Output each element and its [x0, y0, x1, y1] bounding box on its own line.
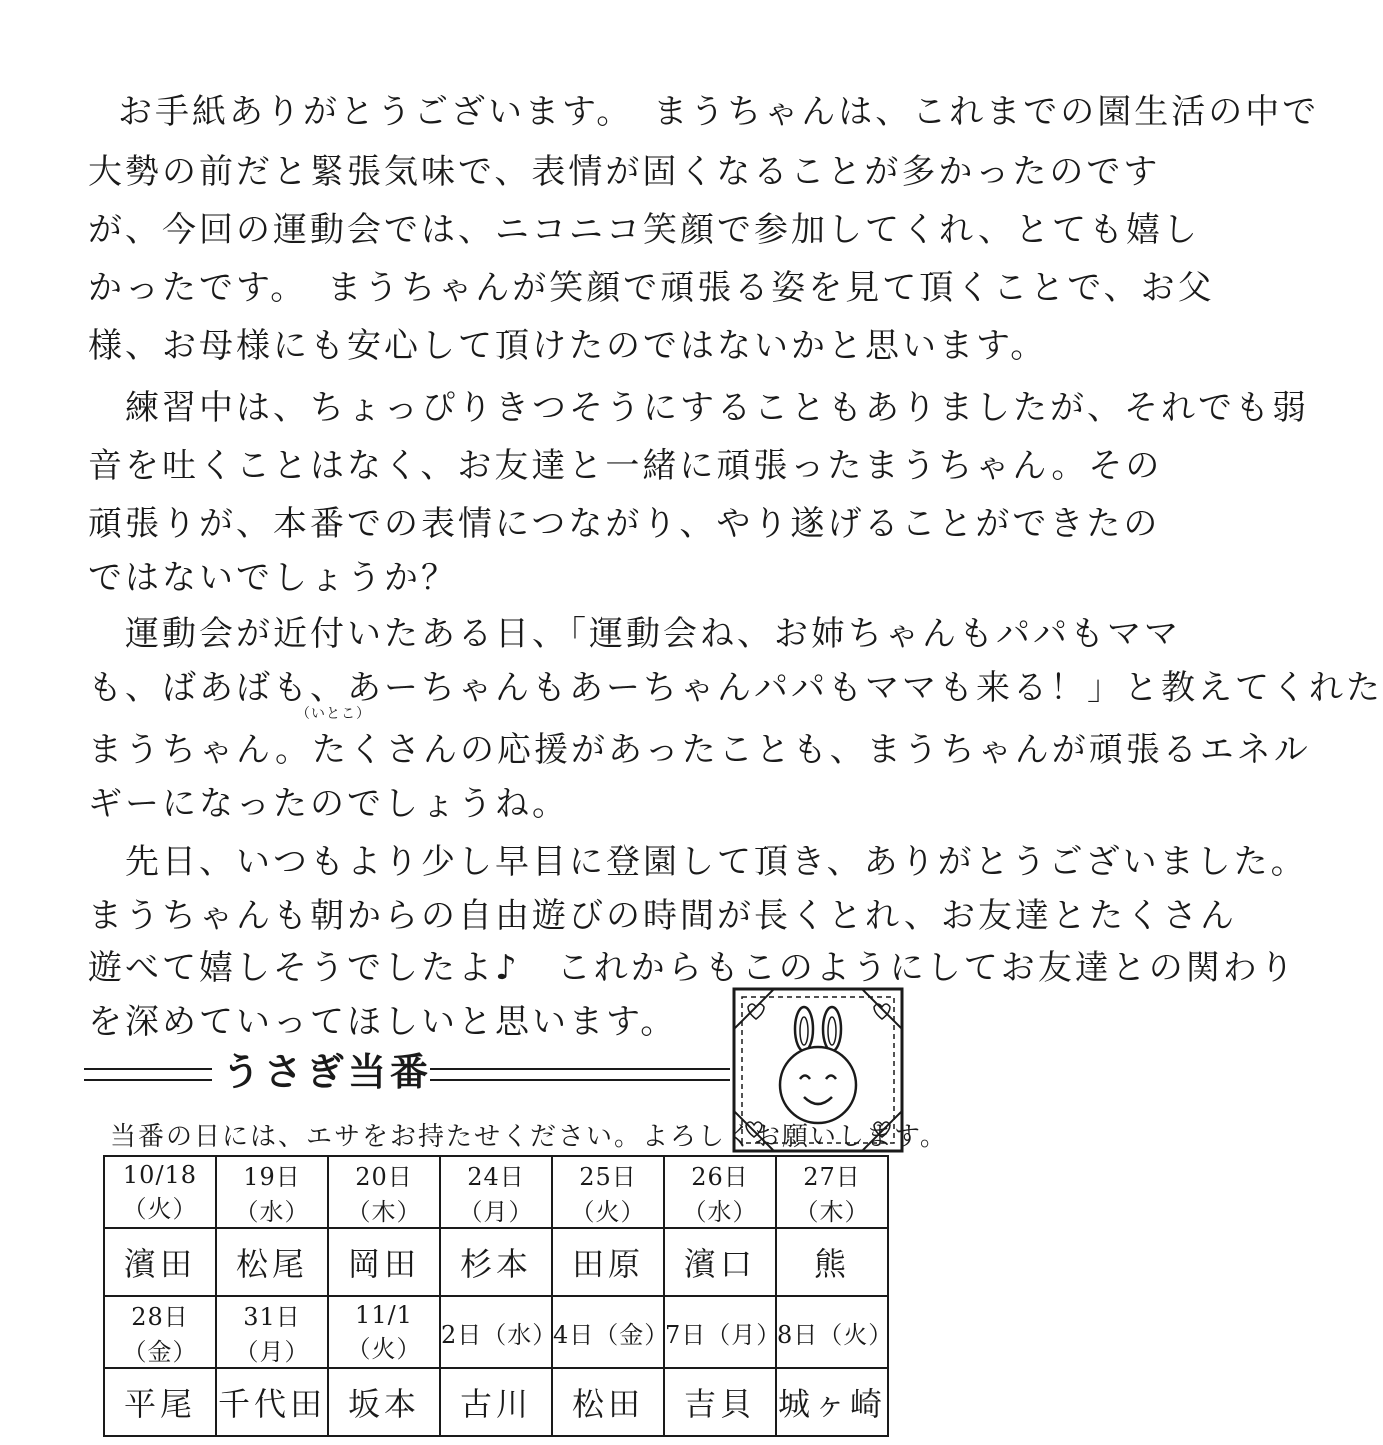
letter-line: まうちゃんも朝からの自由遊びの時間が長くとれ、お友達とたくさん — [88, 896, 1238, 936]
title-rule-right — [430, 1068, 730, 1081]
letter-line: ではないでしょうか？ — [88, 558, 458, 598]
duty-schedule-table — [103, 1155, 894, 1437]
letter-line: 頑張りが、本番での表情につながり、やり遂げることができたの — [88, 504, 1161, 544]
date-cell: 11/1（火） — [328, 1296, 440, 1368]
date-cell: 26日（水） — [664, 1156, 776, 1228]
letter-line: 大勢の前だと緊張気味で、表情が固くなることが多かったのです — [88, 152, 1161, 192]
letter-line: 音を吐くことはなく、お友達と一緒に頑張ったまうちゃん。その — [88, 446, 1163, 486]
date-cell: 28日（金） — [104, 1296, 216, 1368]
notice-text: 当番の日には、エサをお持たせください。よろしくお願いします。 — [110, 1122, 948, 1152]
name-cell: 濱田 — [104, 1228, 216, 1296]
section-title: うさぎ当番 — [222, 1049, 433, 1094]
name-cell: 熊 — [776, 1228, 888, 1296]
letter-line: も、ばあばも、あーちゃんもあーちゃんパパもママも来る！」と教えてくれた — [88, 668, 1383, 708]
letter-line: 先日、いつもより少し早目に登園して頂き、ありがとうございました。 — [88, 842, 1308, 882]
letter-line: を深めていってほしいと思います。 — [88, 1002, 678, 1042]
date-cell: 31日（月） — [216, 1296, 328, 1368]
name-cell: 千代田 — [216, 1368, 328, 1436]
letter-line: が、今回の運動会では、ニコニコ笑顔で参加してくれ、とても嬉し — [88, 210, 1201, 250]
date-cell: 7日（月） — [664, 1296, 776, 1368]
table-row — [104, 1156, 888, 1228]
letter-line: お手紙ありがとうございます。 まうちゃんは、これまでの園生活の中で — [118, 92, 1320, 132]
date-cell: 8日（火） — [776, 1296, 888, 1368]
letter-line: ギーになったのでしょうね。 — [88, 784, 569, 824]
title-rule-left — [84, 1068, 212, 1081]
name-cell: 濱口 — [664, 1228, 776, 1296]
name-cell: 松尾 — [216, 1228, 328, 1296]
letter-line: 遊べて嬉しそうでしたよ♪ これからもこのようにしてお友達との関わり — [88, 948, 1297, 988]
date-cell: 19日（水） — [216, 1156, 328, 1228]
letter-line: 運動会が近付いたある日、「運動会ね、お姉ちゃんもパパもママ — [88, 614, 1181, 654]
name-cell: 吉貝 — [664, 1368, 776, 1436]
table-row — [104, 1228, 888, 1296]
date-cell: 24日（月） — [440, 1156, 552, 1228]
date-cell: 20日（木） — [328, 1156, 440, 1228]
date-cell: 25日（火） — [552, 1156, 664, 1228]
letter-line: かったです。 まうちゃんが笑顔で頑張る姿を見て頂くことで、お父 — [88, 268, 1215, 308]
name-cell: 杉本 — [440, 1228, 552, 1296]
letter-line: まうちゃん。たくさんの応援があったことも、まうちゃんが頑張るエネル — [88, 730, 1311, 770]
date-cell: 4日（金） — [552, 1296, 664, 1368]
table-row — [104, 1368, 888, 1436]
date-cell: 27日（木） — [776, 1156, 888, 1228]
name-cell: 田原 — [552, 1228, 664, 1296]
name-cell: 古川 — [440, 1368, 552, 1436]
name-cell: 城ヶ崎 — [776, 1368, 888, 1436]
date-cell: 10/18（火） — [104, 1156, 216, 1228]
name-cell: 坂本 — [328, 1368, 440, 1436]
name-cell: 平尾 — [104, 1368, 216, 1436]
date-cell: 2日（水） — [440, 1296, 552, 1368]
table-row — [104, 1296, 888, 1368]
letter-line: 練習中は、ちょっぴりきつそうにすることもありましたが、それでも弱 — [88, 388, 1309, 428]
letter-line: 様、お母様にも安心して頂けたのではないかと思います。 — [88, 326, 1048, 366]
ruby-annotation: （いとこ） — [296, 706, 371, 722]
name-cell: 松田 — [552, 1368, 664, 1436]
name-cell: 岡田 — [328, 1228, 440, 1296]
